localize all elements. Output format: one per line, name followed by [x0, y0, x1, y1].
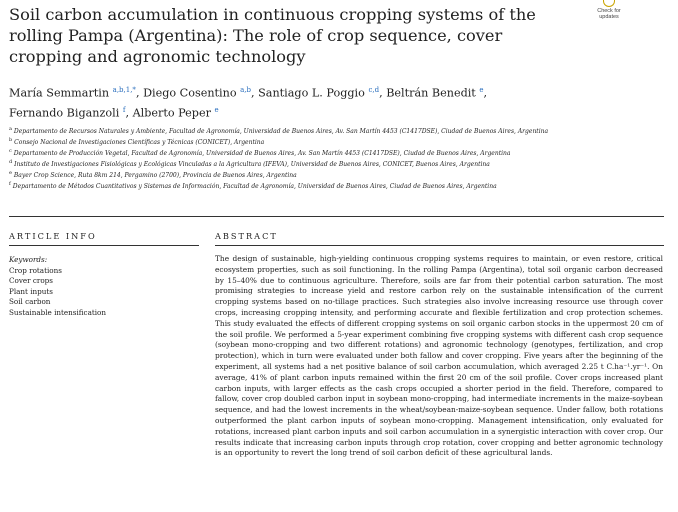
affiliation-item — [9, 136, 649, 147]
affiliation-item — [9, 180, 649, 191]
article-info-heading: ARTICLE INFO — [9, 231, 97, 241]
affiliation-text: Instituto de Investigaciones Fisiológicas y Ecológicas Vinculadas a la Agricultura (IFEVA), Universidad de Buenos Aires, CONICET, Buenos Aires, Argentina — [14, 161, 490, 168]
affiliation-text: Departamento de Recursos Naturales y Ambiente, Facultad de Agronomía, Universidad de Buenos Aires, Av. San Martín 4453 (C1417DSE), Ciudad de Buenos Aires, Argentina — [13, 128, 549, 135]
abstract-divider — [215, 245, 664, 246]
author-name: Santiago L. Poggio — [258, 86, 365, 100]
affiliation-key: e — [9, 170, 12, 176]
badge-line-2: updates — [599, 14, 619, 20]
affiliation-list — [9, 125, 649, 191]
affiliation-key: f — [9, 181, 11, 187]
author-affiliation-mark[interactable]: a,b,1,* — [112, 86, 136, 94]
affiliation-key: b — [9, 137, 13, 143]
affiliation-item — [9, 169, 649, 180]
author-affiliation-mark[interactable]: a,b — [240, 86, 252, 94]
affiliation-item — [9, 125, 649, 136]
author-name: María Semmartin — [9, 86, 110, 100]
author-name: Fernando Biganzoli — [9, 106, 120, 120]
badge-line-1: Check for — [597, 8, 621, 14]
abstract-text: The design of sustainable, high-yielding continuous cropping systems requires to maintain, or even restore, critical ecosystem properties, such as soil functioning. In the rolling Pampa (Argentina), total soil organic carbon decreased by 15–40% due to continuous agriculture. Therefore, soils are far from their potential carbon saturation. The most promising strategies to increase yield and restore carbon rely on the sustainable intensification of the current cropping systems based on no-tillage practices. Such strategies also involve increasing resource use through cover crops, increasing cropping intensity, and performing accurate and flexible fertilization and crop protection schemes. This study evaluated the effects of different cropping systems on soil organic carbon stocks in the uppermost 20 cm of the soil profile. We performed a 5-year experiment combining five cropping systems with different cash crop sequence (soybean mono-cropping and two different rotations) and agronomic technology (genotypes, fertilization, and crop protection), which in turn were evaluated under both fallow and cover cropping. Five years after the beginning of the experiment, all systems had a net positive balance of soil carbon accumulation, which averaged 2.25 t C.ha⁻¹.yr⁻¹. On average, 41% of plant carbon inputs remained within the first 20 cm of the soil profile. Cover crops increased plant carbon inputs, with larger effects as the cash crops occupied a shorter period in the field. Therefore, compared to fallow, cover crop doubled carbon input in soybean mono-cropping, had intermediate increments in the maize-soybean sequence, and had the lowest increments in the wheat/soybean-maize-soybean sequence. Under fallow, both rotations outperformed the plant carbon inputs of soybean mono-cropping. Management intensification, only evaluated for rotations, increased plant carbon inputs and soil carbon accumulation in a synergistic interaction with cover crop. Our results indicate that increasing carbon inputs through crop rotation, cover cropping and better agronomic technology is an opportunity to revert the long trend of soil carbon deficit of these agricultural lands. — [215, 254, 663, 458]
abstract-heading: ABSTRACT — [215, 231, 278, 241]
author-list — [9, 82, 649, 121]
author-separator: , — [483, 86, 488, 100]
check-for-updates-badge[interactable] — [591, 0, 627, 20]
keyword-item: Plant inputs — [9, 286, 53, 296]
header-divider — [9, 216, 664, 217]
author-name: Alberto Peper — [132, 106, 211, 120]
author-separator: , — [379, 86, 387, 100]
keyword-item: Crop rotations — [9, 265, 62, 275]
affiliation-key: d — [9, 159, 13, 165]
article-info-divider — [9, 245, 199, 246]
keyword-item: Cover crops — [9, 276, 53, 286]
affiliation-text: Departamento de Métodos Cuantitativos y Sistemas de Información, Facultad de Agronomía, Universidad de Buenos Aires, Ciudad de Buenos Aires, Argentina — [12, 183, 497, 190]
affiliation-text: Bayer Crop Science, Ruta 8km 214, Pergamino (2700), Provincia de Buenos Aires, Argentina — [13, 172, 297, 179]
author-affiliation-mark[interactable]: e — [479, 86, 484, 94]
keywords-label: Keywords: — [9, 255, 48, 264]
keyword-item: Soil carbon — [9, 297, 51, 307]
author-name: Beltrán Benedit — [386, 86, 476, 100]
affiliation-key: c — [9, 148, 12, 154]
author-affiliation-mark[interactable]: f — [122, 105, 126, 114]
author-affiliation-mark[interactable]: c,d — [368, 86, 380, 94]
affiliation-key: a — [9, 126, 12, 132]
keyword-item: Sustainable intensification — [9, 307, 106, 317]
author-affiliation-mark[interactable]: e — [214, 105, 219, 114]
affiliation-text: Departamento de Producción Vegetal, Facultad de Agronomía, Universidad de Buenos Aires, Av. San Martín 4453 (C1417DSE), Ciudad de Buenos Aires, Argentina — [13, 150, 511, 157]
author-name: Diego Cosentino — [143, 86, 237, 100]
update-check-icon — [603, 0, 615, 7]
author-separator: , — [125, 106, 133, 120]
author-separator: , — [135, 86, 144, 100]
paper-title: Soil carbon accumulation in continuous cropping systems of the rolling Pampa (Argentina): The role of crop sequence, cover cropping and agronomic technology — [9, 5, 536, 66]
author-separator: , — [251, 86, 259, 100]
affiliation-item — [9, 158, 649, 169]
keywords-block — [9, 255, 199, 319]
affiliation-text: Consejo Nacional de Investigaciones Científicas y Técnicas (CONICET), Argentina — [14, 139, 265, 146]
affiliation-item — [9, 147, 649, 158]
